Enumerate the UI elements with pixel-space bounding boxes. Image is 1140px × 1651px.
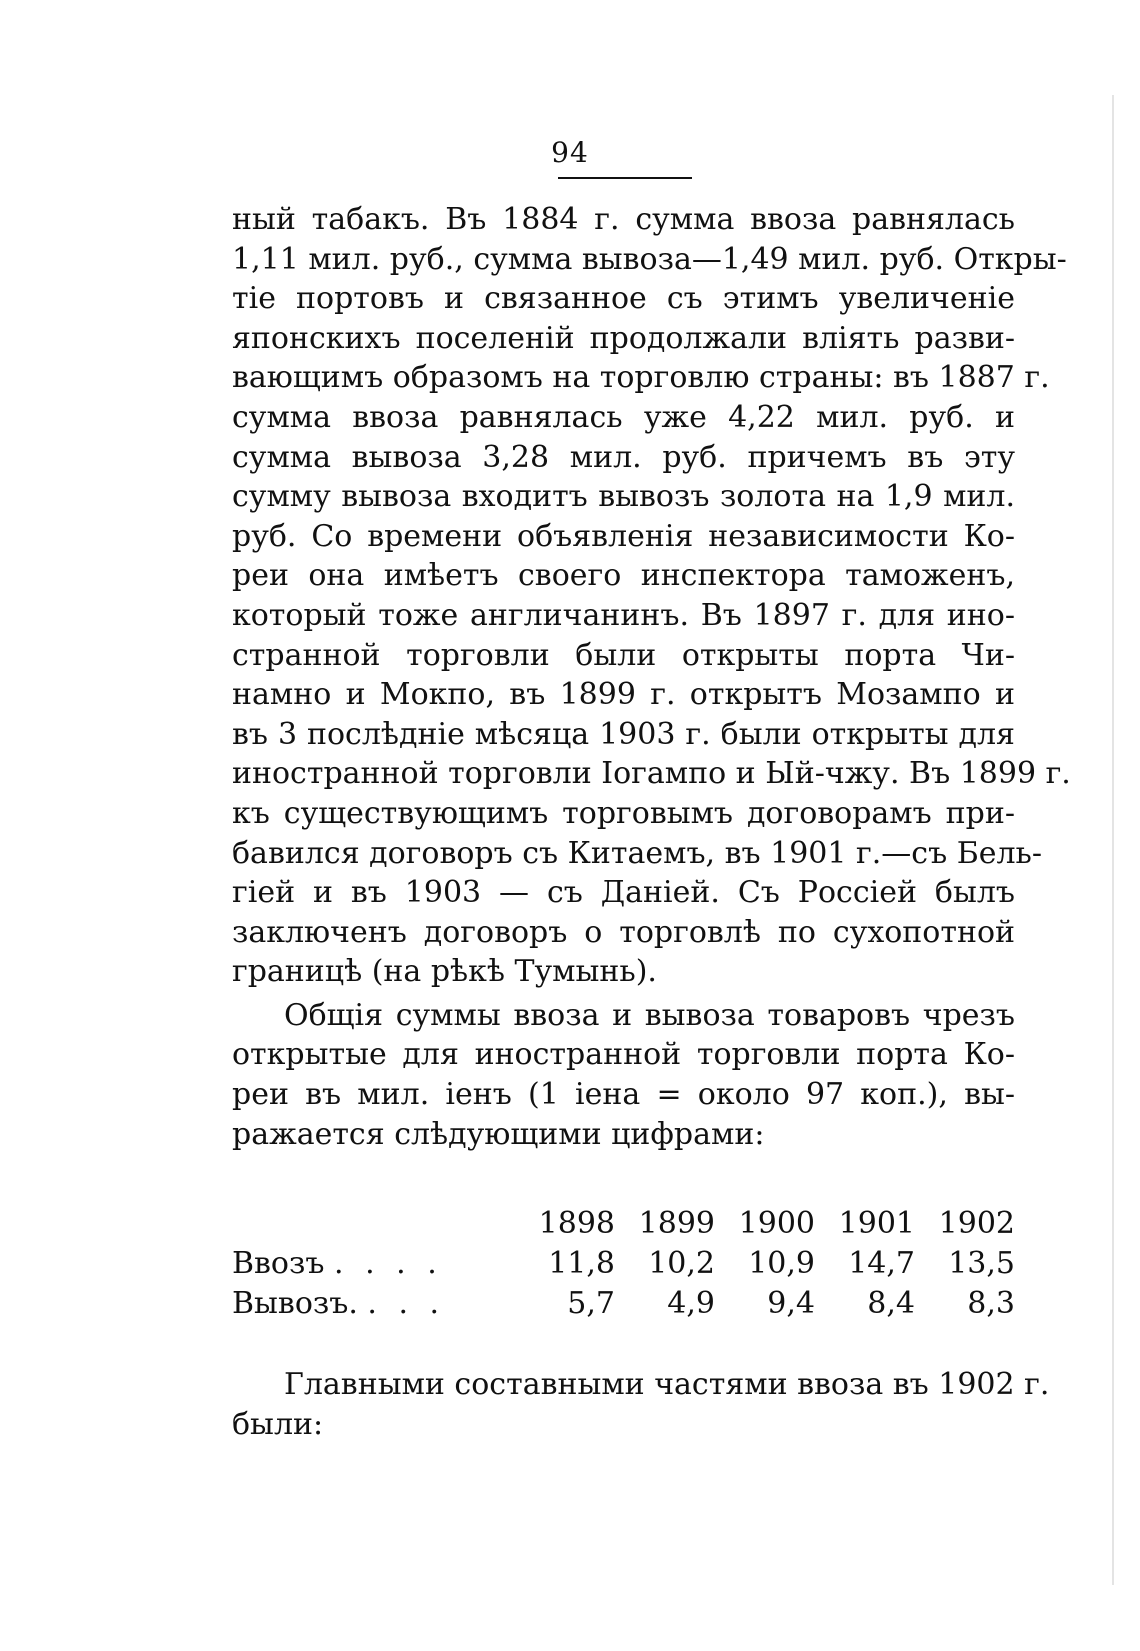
value-cell: 10,2 [648,1245,715,1281]
page-edge-rule [1112,95,1114,1585]
text-line: ражается слѣдующими цифрами: [232,1116,765,1152]
page-number: 94 [551,136,589,169]
text-line: сумма вывоза 3,28 мил. руб. причемъ въ эту [232,439,1015,475]
main-paragraph [232,200,1071,1154]
text-line: бавился договоръ съ Китаемъ, въ 1901 г.—съ Бель- [232,835,1043,871]
row-label: Вывозъ. [232,1285,358,1321]
text-line: сумма ввоза равнялась уже 4,22 мил. руб. и [232,399,1015,435]
text-line: 1,11 мил. руб., сумма вывоза—1,49 мил. руб. Откры- [232,241,1067,277]
text-line: въ 3 послѣдніе мѣсяца 1903 г. были открыты для [232,716,1015,752]
table-row [232,1283,1015,1323]
table-header-row [232,1203,1015,1243]
text-line: тіе портовъ и связанное съ этимъ увеличеніе [232,281,1015,317]
text-line: странной торговли были открыты порта Чи- [232,637,1015,673]
trade-statistics-table [232,1203,1015,1323]
year-header: 1902 [938,1205,1015,1241]
text-line: сумму вывоза входитъ вывозъ золота на 1,9 мил. [232,479,1015,515]
text-line: къ существующимъ торговымъ договорамъ при- [232,795,1015,831]
year-header: 1900 [738,1205,815,1241]
value-cell: 4,9 [667,1285,715,1321]
year-header: 1901 [838,1205,915,1241]
leader-dots: . . . . [334,1245,443,1281]
table-corner-cell [232,1203,515,1243]
text-line: реи она имѣетъ своего инспектора таможенъ, [232,558,1015,594]
text-line: границѣ (на рѣкѣ Тумынь). [232,954,657,990]
row-label-cell [232,1243,515,1283]
value-cell: 9,4 [767,1285,815,1321]
text-line: реи въ мил. іенъ (1 іена = около 97 коп.), вы- [232,1077,1015,1113]
text-line: иностранной торговли Іогампо и Ый-чжу. Въ 1899 г. [232,756,1071,792]
value-cell: 10,9 [748,1245,815,1281]
closing-paragraph [232,1365,1050,1444]
year-header: 1899 [638,1205,715,1241]
text-line: открытые для иностранной торговли порта Ко- [232,1037,1015,1073]
text-line: руб. Со времени объявленія независимости Ко- [232,518,1015,554]
value-cell: 8,3 [967,1285,1015,1321]
value-cell: 8,4 [867,1285,915,1321]
text-line: намно и Мокпо, въ 1899 г. открытъ Мозампо и [232,677,1015,713]
text-line: заключенъ договоръ о торговлѣ по сухопотной [232,914,1015,950]
text-line: ный табакъ. Въ 1884 г. сумма ввоза равнялась [232,202,1015,237]
text-line: который тоже англичанинъ. Въ 1897 г. для ино- [232,597,1015,633]
value-cell: 13,5 [948,1245,1015,1281]
value-cell: 11,8 [548,1245,615,1281]
table-row [232,1243,1015,1283]
value-cell: 14,7 [848,1245,915,1281]
text-line: были: [232,1406,324,1442]
text-line: Общія суммы ввоза и вывоза товаровъ чрезъ [284,997,1015,1033]
page-number-underline [558,177,692,179]
value-cell: 5,7 [567,1285,615,1321]
leader-dots: . . . [367,1285,446,1321]
text-line: вающимъ образомъ на торговлю страны: въ 1887 г. [232,360,1050,396]
text-line: гіей и въ 1903 — съ Даніей. Съ Россіей былъ [232,875,1015,911]
text-line: Главными составными частями ввоза въ 1902 г. [284,1367,1050,1402]
year-header: 1898 [538,1205,615,1241]
row-label-cell [232,1283,515,1323]
row-label: Ввозъ [232,1245,325,1281]
text-line: японскихъ поселеній продолжали вліять разви- [232,320,1015,356]
